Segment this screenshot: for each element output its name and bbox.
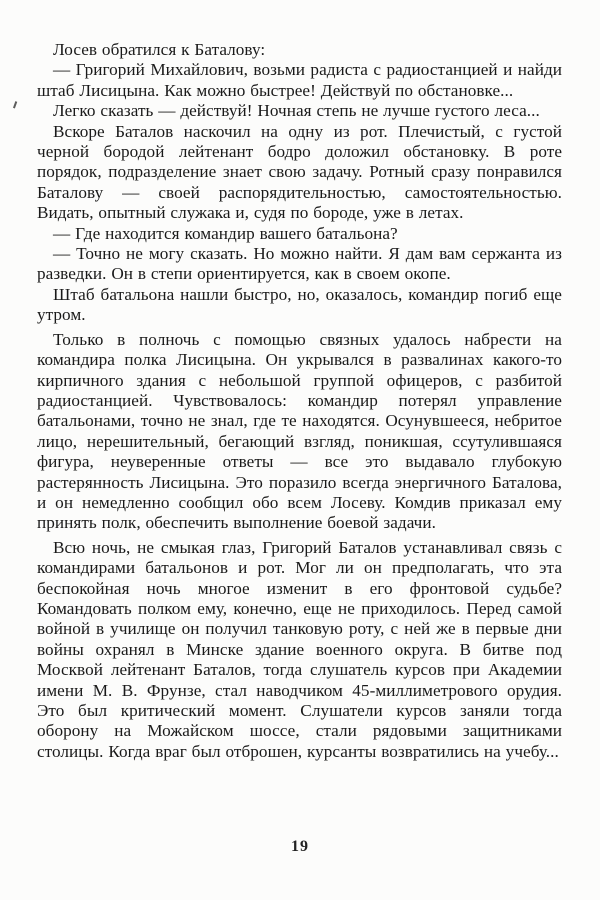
paragraph-losev-addressed: Лосев обратился к Баталову: xyxy=(53,40,266,59)
page-body-text xyxy=(37,40,562,762)
paragraph-battalion-hq-found: Штаб батальона нашли быстро, но, оказалось, командир погиб еще утром. xyxy=(37,284,562,325)
page-number: 19 xyxy=(291,838,309,855)
paragraph-night-communications: Всю ночь, не смыкая глаз, Григорий Баталов устанавливал связь с командирами батальонов и рот. Мог ли он предполагать, что эта беспокойная ночь многое изменит в его фронтовой судьбе? Командовать полком ему, конечно, еще не приходилось. Перед самой войной в училище он получил танковую роту, с ней же в первые дни войны охранял в Минске здание военного округа. В битве под Москвой лейтенант Баталов, тогда слушатель курсов при Академии имени М. В. Фрунзе, стал наводчиком 45-миллиметрового орудия. Это был критический момент. Слушатели курсов заняли тогда оборону на Можайском шоссе, стали рядовыми защитниками столицы. Когда враг был отброшен, курсанты возвратились на учебу... xyxy=(37,537,562,761)
paragraph-question-battalion: — Где находится командир вашего батальона? xyxy=(53,223,398,243)
paragraph-company-commander: Вскоре Баталов наскочил на одну из рот. Плечистый, с густой черной бородой лейтенант бодро доложил обстановку. В роте порядок, подразделение знает свою задачу. Ротный сразу понравился Баталову — своей распорядительностью, самостоятельностью. Видать, опытный служака и, судя по бороде, уже в летах. xyxy=(37,121,562,223)
paragraph-answer-sergeant: — Точно не могу сказать. Но можно найти. Я дам вам сержанта из разведки. Он в степи ориентируется, как в своем окопе. xyxy=(37,244,562,284)
paragraph-easy-to-say: Легко сказать — действуй! Ночная степь не лучше густого леса... xyxy=(53,101,540,121)
margin-pen-mark xyxy=(13,101,21,110)
paragraph-order-to-find-hq: — Григорий Михайлович, возьми радиста с радиостанцией и найди штаб Лисицына. Как можно быстрее! Действуй по обстановке... xyxy=(37,60,562,100)
paragraph-lisitsyn-found: Только в полночь с помощью связных удалось набрести на командира полка Лисицына. Он укрывался в развалинах какого-то кирпичного здания с небольшой группой офицеров, с разбитой радиостанцией. Чувствовалось: командир потерял управление батальонами, точно не знал, где те находятся. Осунувшееся, небритое лицо, нерешительный, бегающий взгляд, поникшая, ссутулившаяся фигура, неуверенные ответы — все это выдавало глубокую растерянность Лисицына. Это поразило всегда энергичного Баталова, и он немедленно сообщил обо всем Лосеву. Комдив приказал ему принять полк, обеспечить выполнение боевой задачи. xyxy=(37,329,562,533)
